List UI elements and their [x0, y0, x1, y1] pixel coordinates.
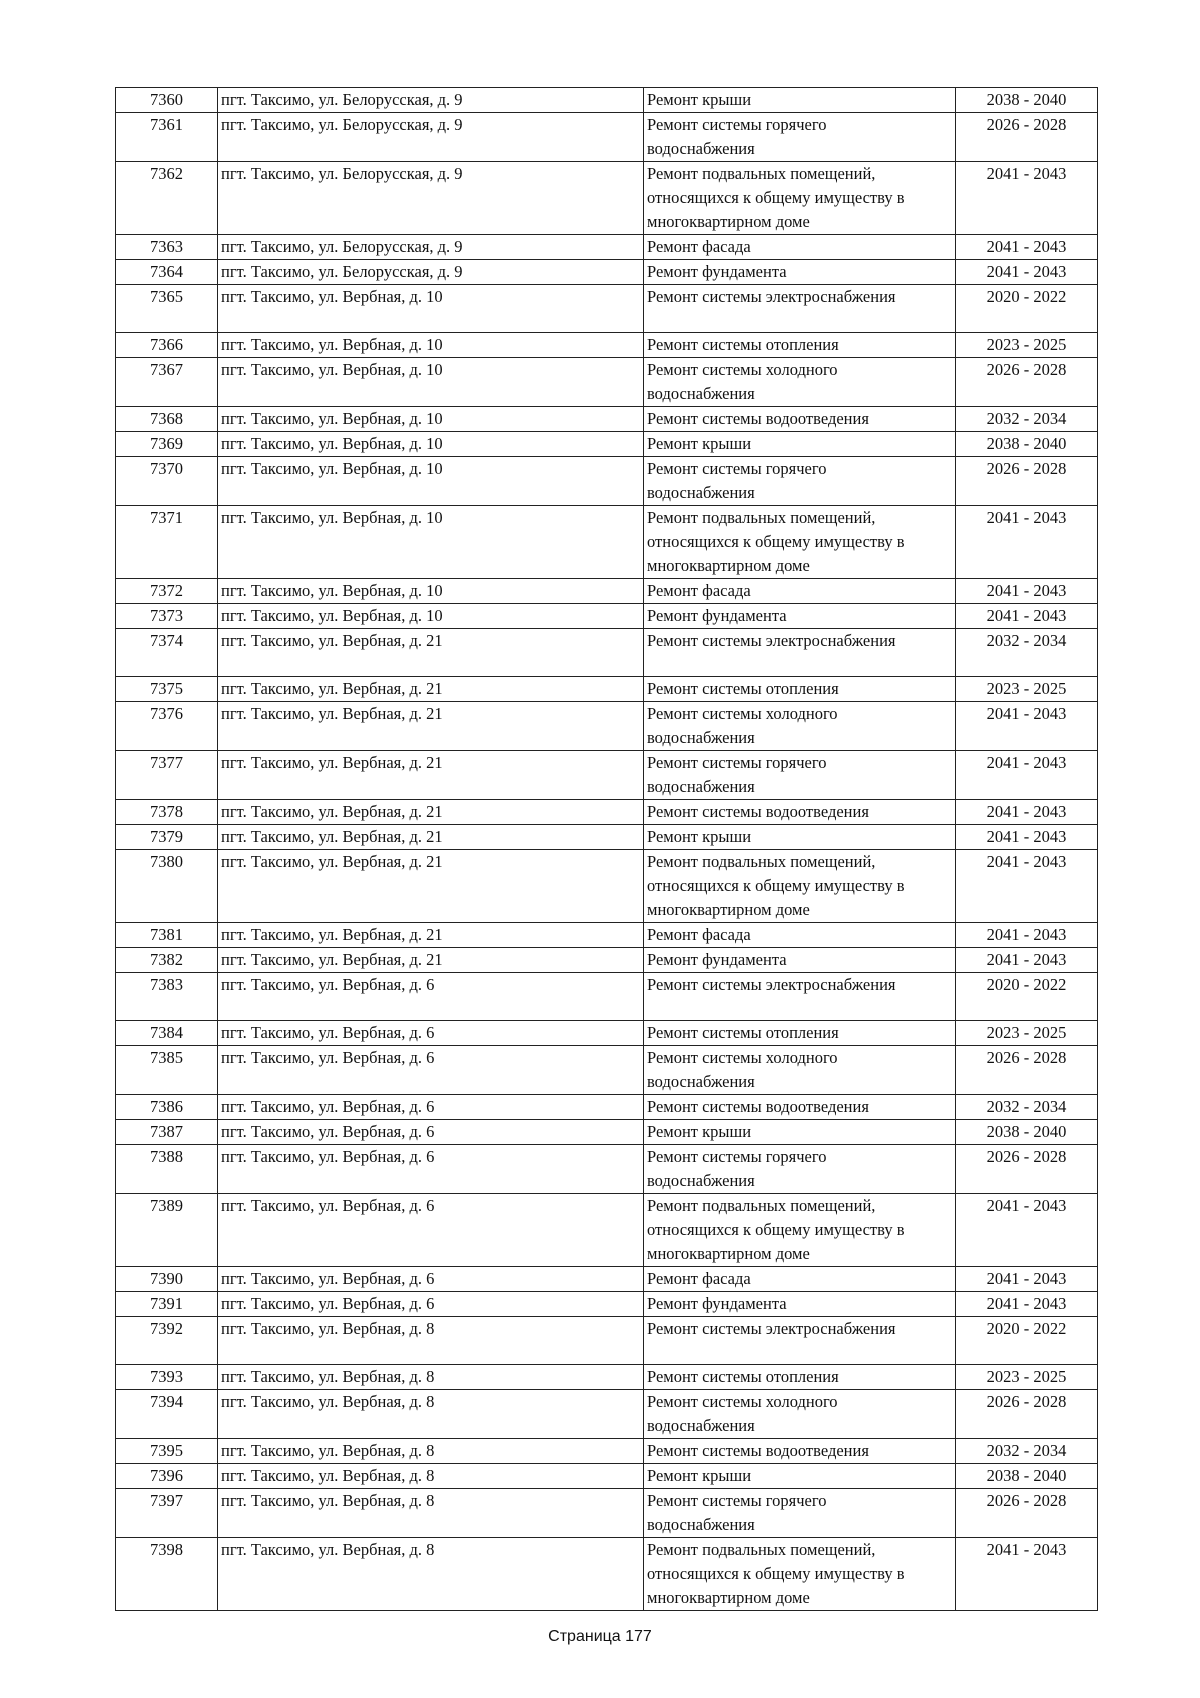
- work-type-cell: [644, 800, 956, 825]
- period-cell: 2038 - 2040: [956, 432, 1098, 457]
- work-type-cell: [644, 333, 956, 358]
- address-cell: пгт. Таксимо, ул. Вербная, д. 6: [218, 1194, 644, 1267]
- work-type-line: Ремонт системы водоотведения: [647, 1097, 869, 1116]
- work-type-line: Ремонт подвальных помещений,: [647, 852, 876, 871]
- period-cell: 2041 - 2043: [956, 1194, 1098, 1267]
- table-row: [116, 825, 1098, 850]
- work-type-line: Ремонт системы электроснабжения: [647, 287, 896, 306]
- address-cell: пгт. Таксимо, ул. Вербная, д. 21: [218, 948, 644, 973]
- work-type-cell: [644, 825, 956, 850]
- table-row: [116, 162, 1098, 235]
- work-type-line: Ремонт системы горячего: [647, 753, 827, 772]
- row-number: 7381: [116, 923, 218, 948]
- work-type-cell: [644, 113, 956, 162]
- period-cell: 2038 - 2040: [956, 1464, 1098, 1489]
- table-row: [116, 113, 1098, 162]
- row-number: 7387: [116, 1120, 218, 1145]
- work-type-line: многоквартирном доме: [647, 1588, 810, 1607]
- row-number: 7378: [116, 800, 218, 825]
- work-type-cell: [644, 629, 956, 677]
- work-type-line: Ремонт системы водоотведения: [647, 1441, 869, 1460]
- row-number: 7373: [116, 604, 218, 629]
- period-cell: 2041 - 2043: [956, 702, 1098, 751]
- address-cell: пгт. Таксимо, ул. Вербная, д. 6: [218, 1267, 644, 1292]
- table-row: [116, 850, 1098, 923]
- period-cell: 2041 - 2043: [956, 1292, 1098, 1317]
- row-number: 7390: [116, 1267, 218, 1292]
- work-type-cell: [644, 579, 956, 604]
- work-type-line: Ремонт крыши: [647, 434, 752, 453]
- period-cell: 2026 - 2028: [956, 1145, 1098, 1194]
- work-type-line: многоквартирном доме: [647, 900, 810, 919]
- period-cell: 2023 - 2025: [956, 1021, 1098, 1046]
- period-cell: 2032 - 2034: [956, 1439, 1098, 1464]
- table-row: [116, 457, 1098, 506]
- table-row: [116, 1439, 1098, 1464]
- table-row: [116, 260, 1098, 285]
- work-type-cell: [644, 948, 956, 973]
- repair-schedule-table: [115, 87, 1098, 1611]
- table-row: [116, 1145, 1098, 1194]
- address-cell: пгт. Таксимо, ул. Белорусская, д. 9: [218, 235, 644, 260]
- address-cell: пгт. Таксимо, ул. Вербная, д. 8: [218, 1538, 644, 1611]
- address-cell: пгт. Таксимо, ул. Вербная, д. 8: [218, 1464, 644, 1489]
- work-type-line: водоснабжения: [647, 777, 755, 796]
- table-row: [116, 1538, 1098, 1611]
- period-cell: 2041 - 2043: [956, 751, 1098, 800]
- address-cell: пгт. Таксимо, ул. Вербная, д. 10: [218, 604, 644, 629]
- work-type-cell: [644, 1194, 956, 1267]
- work-type-line: Ремонт системы отопления: [647, 335, 839, 354]
- work-type-cell: [644, 1095, 956, 1120]
- table-row: [116, 1095, 1098, 1120]
- period-cell: 2026 - 2028: [956, 358, 1098, 407]
- work-type-line: Ремонт системы отопления: [647, 1367, 839, 1386]
- period-cell: 2026 - 2028: [956, 1046, 1098, 1095]
- work-type-line: Ремонт системы водоотведения: [647, 409, 869, 428]
- row-number: 7397: [116, 1489, 218, 1538]
- work-type-line: Ремонт фундамента: [647, 950, 787, 969]
- address-cell: пгт. Таксимо, ул. Вербная, д. 10: [218, 432, 644, 457]
- work-type-line: Ремонт системы электроснабжения: [647, 1319, 896, 1338]
- table-row: [116, 1317, 1098, 1365]
- row-number: 7363: [116, 235, 218, 260]
- address-cell: пгт. Таксимо, ул. Вербная, д. 6: [218, 973, 644, 1021]
- address-cell: пгт. Таксимо, ул. Вербная, д. 21: [218, 800, 644, 825]
- work-type-line: Ремонт системы горячего: [647, 1491, 827, 1510]
- work-type-line: Ремонт системы горячего: [647, 459, 827, 478]
- period-cell: 2032 - 2034: [956, 629, 1098, 677]
- work-type-line: Ремонт системы электроснабжения: [647, 975, 896, 994]
- work-type-line: Ремонт подвальных помещений,: [647, 508, 876, 527]
- work-type-cell: [644, 1538, 956, 1611]
- row-number: 7370: [116, 457, 218, 506]
- period-cell: 2041 - 2043: [956, 604, 1098, 629]
- row-number: 7362: [116, 162, 218, 235]
- address-cell: пгт. Таксимо, ул. Вербная, д. 6: [218, 1145, 644, 1194]
- work-type-cell: [644, 1021, 956, 1046]
- work-type-line: Ремонт фасада: [647, 1269, 751, 1288]
- table-row: [116, 1365, 1098, 1390]
- row-number: 7395: [116, 1439, 218, 1464]
- address-cell: пгт. Таксимо, ул. Вербная, д. 8: [218, 1365, 644, 1390]
- address-cell: пгт. Таксимо, ул. Белорусская, д. 9: [218, 113, 644, 162]
- table-row: [116, 677, 1098, 702]
- table-row: [116, 1194, 1098, 1267]
- work-type-cell: [644, 1120, 956, 1145]
- work-type-line: относящихся к общему имуществу в: [647, 1220, 905, 1239]
- period-cell: 2023 - 2025: [956, 1365, 1098, 1390]
- work-type-cell: [644, 751, 956, 800]
- table-row: [116, 235, 1098, 260]
- work-type-line: Ремонт крыши: [647, 1466, 752, 1485]
- work-type-cell: [644, 677, 956, 702]
- work-type-line: водоснабжения: [647, 483, 755, 502]
- work-type-line: многоквартирном доме: [647, 212, 810, 231]
- period-cell: 2041 - 2043: [956, 825, 1098, 850]
- address-cell: пгт. Таксимо, ул. Вербная, д. 6: [218, 1046, 644, 1095]
- row-number: 7385: [116, 1046, 218, 1095]
- address-cell: пгт. Таксимо, ул. Вербная, д. 21: [218, 923, 644, 948]
- work-type-line: Ремонт системы электроснабжения: [647, 631, 896, 650]
- row-number: 7391: [116, 1292, 218, 1317]
- period-cell: 2032 - 2034: [956, 407, 1098, 432]
- table-row: [116, 88, 1098, 113]
- table-row: [116, 579, 1098, 604]
- work-type-line: Ремонт фасада: [647, 237, 751, 256]
- row-number: 7398: [116, 1538, 218, 1611]
- address-cell: пгт. Таксимо, ул. Вербная, д. 10: [218, 358, 644, 407]
- address-cell: пгт. Таксимо, ул. Вербная, д. 21: [218, 825, 644, 850]
- work-type-cell: [644, 1317, 956, 1365]
- work-type-line: Ремонт системы холодного: [647, 1048, 838, 1067]
- table-row: [116, 923, 1098, 948]
- table-row: [116, 1489, 1098, 1538]
- page-number: Страница 177: [548, 1628, 652, 1645]
- work-type-line: Ремонт системы горячего: [647, 1147, 827, 1166]
- period-cell: 2023 - 2025: [956, 333, 1098, 358]
- table-row: [116, 629, 1098, 677]
- row-number: 7367: [116, 358, 218, 407]
- work-type-line: Ремонт системы отопления: [647, 1023, 839, 1042]
- work-type-cell: [644, 358, 956, 407]
- work-type-line: Ремонт подвальных помещений,: [647, 164, 876, 183]
- address-cell: пгт. Таксимо, ул. Вербная, д. 8: [218, 1317, 644, 1365]
- row-number: 7368: [116, 407, 218, 432]
- row-number: 7394: [116, 1390, 218, 1439]
- work-type-cell: [644, 1390, 956, 1439]
- address-cell: пгт. Таксимо, ул. Вербная, д. 21: [218, 677, 644, 702]
- work-type-line: Ремонт фундамента: [647, 606, 787, 625]
- address-cell: пгт. Таксимо, ул. Белорусская, д. 9: [218, 88, 644, 113]
- row-number: 7372: [116, 579, 218, 604]
- work-type-cell: [644, 1439, 956, 1464]
- work-type-line: Ремонт фасада: [647, 581, 751, 600]
- row-number: 7382: [116, 948, 218, 973]
- work-type-line: Ремонт крыши: [647, 90, 752, 109]
- work-type-line: Ремонт системы горячего: [647, 115, 827, 134]
- row-number: 7379: [116, 825, 218, 850]
- work-type-cell: [644, 1365, 956, 1390]
- work-type-line: водоснабжения: [647, 1416, 755, 1435]
- period-cell: 2041 - 2043: [956, 1538, 1098, 1611]
- address-cell: пгт. Таксимо, ул. Вербная, д. 21: [218, 850, 644, 923]
- period-cell: 2026 - 2028: [956, 1390, 1098, 1439]
- work-type-line: относящихся к общему имуществу в: [647, 1564, 905, 1583]
- row-number: 7377: [116, 751, 218, 800]
- period-cell: 2020 - 2022: [956, 973, 1098, 1021]
- address-cell: пгт. Таксимо, ул. Вербная, д. 6: [218, 1095, 644, 1120]
- work-type-line: Ремонт подвальных помещений,: [647, 1540, 876, 1559]
- address-cell: пгт. Таксимо, ул. Вербная, д. 10: [218, 285, 644, 333]
- address-cell: пгт. Таксимо, ул. Вербная, д. 8: [218, 1390, 644, 1439]
- address-cell: пгт. Таксимо, ул. Вербная, д. 10: [218, 407, 644, 432]
- table-row: [116, 1292, 1098, 1317]
- work-type-cell: [644, 1489, 956, 1538]
- table-row: [116, 1390, 1098, 1439]
- row-number: 7393: [116, 1365, 218, 1390]
- row-number: 7365: [116, 285, 218, 333]
- work-type-cell: [644, 162, 956, 235]
- table-row: [116, 358, 1098, 407]
- period-cell: 2026 - 2028: [956, 457, 1098, 506]
- period-cell: 2020 - 2022: [956, 1317, 1098, 1365]
- work-type-line: водоснабжения: [647, 384, 755, 403]
- work-type-cell: [644, 235, 956, 260]
- period-cell: 2032 - 2034: [956, 1095, 1098, 1120]
- period-cell: 2023 - 2025: [956, 677, 1098, 702]
- period-cell: 2041 - 2043: [956, 1267, 1098, 1292]
- period-cell: 2041 - 2043: [956, 579, 1098, 604]
- table-row: [116, 333, 1098, 358]
- table-row: [116, 800, 1098, 825]
- address-cell: пгт. Таксимо, ул. Вербная, д. 21: [218, 629, 644, 677]
- work-type-line: относящихся к общему имуществу в: [647, 532, 905, 551]
- table-body: [116, 88, 1098, 1611]
- period-cell: 2041 - 2043: [956, 235, 1098, 260]
- address-cell: пгт. Таксимо, ул. Вербная, д. 8: [218, 1489, 644, 1538]
- work-type-line: водоснабжения: [647, 728, 755, 747]
- address-cell: пгт. Таксимо, ул. Вербная, д. 6: [218, 1120, 644, 1145]
- row-number: 7396: [116, 1464, 218, 1489]
- work-type-line: относящихся к общему имуществу в: [647, 876, 905, 895]
- work-type-line: Ремонт фундамента: [647, 262, 787, 281]
- work-type-line: многоквартирном доме: [647, 556, 810, 575]
- period-cell: 2041 - 2043: [956, 506, 1098, 579]
- work-type-cell: [644, 1145, 956, 1194]
- work-type-cell: [644, 1046, 956, 1095]
- work-type-cell: [644, 1267, 956, 1292]
- work-type-cell: [644, 1464, 956, 1489]
- work-type-line: Ремонт системы холодного: [647, 704, 838, 723]
- work-type-cell: [644, 506, 956, 579]
- work-type-cell: [644, 88, 956, 113]
- row-number: 7374: [116, 629, 218, 677]
- work-type-cell: [644, 702, 956, 751]
- row-number: 7386: [116, 1095, 218, 1120]
- period-cell: 2041 - 2043: [956, 923, 1098, 948]
- work-type-line: Ремонт фасада: [647, 925, 751, 944]
- table-row: [116, 407, 1098, 432]
- table-row: [116, 1046, 1098, 1095]
- work-type-line: Ремонт системы холодного: [647, 360, 838, 379]
- address-cell: пгт. Таксимо, ул. Вербная, д. 6: [218, 1292, 644, 1317]
- period-cell: 2026 - 2028: [956, 1489, 1098, 1538]
- work-type-cell: [644, 457, 956, 506]
- work-type-line: водоснабжения: [647, 139, 755, 158]
- address-cell: пгт. Таксимо, ул. Белорусская, д. 9: [218, 260, 644, 285]
- table-row: [116, 1120, 1098, 1145]
- work-type-cell: [644, 604, 956, 629]
- period-cell: 2026 - 2028: [956, 113, 1098, 162]
- work-type-line: водоснабжения: [647, 1515, 755, 1534]
- work-type-cell: [644, 260, 956, 285]
- address-cell: пгт. Таксимо, ул. Вербная, д. 8: [218, 1439, 644, 1464]
- period-cell: 2041 - 2043: [956, 162, 1098, 235]
- row-number: 7366: [116, 333, 218, 358]
- work-type-cell: [644, 973, 956, 1021]
- work-type-cell: [644, 407, 956, 432]
- table-row: [116, 702, 1098, 751]
- work-type-line: водоснабжения: [647, 1072, 755, 1091]
- table-row: [116, 604, 1098, 629]
- table-row: [116, 506, 1098, 579]
- address-cell: пгт. Таксимо, ул. Вербная, д. 10: [218, 333, 644, 358]
- table-row: [116, 1464, 1098, 1489]
- work-type-line: водоснабжения: [647, 1171, 755, 1190]
- work-type-cell: [644, 923, 956, 948]
- work-type-cell: [644, 850, 956, 923]
- period-cell: 2041 - 2043: [956, 260, 1098, 285]
- period-cell: 2038 - 2040: [956, 88, 1098, 113]
- row-number: 7388: [116, 1145, 218, 1194]
- table-row: [116, 1021, 1098, 1046]
- work-type-cell: [644, 285, 956, 333]
- work-type-line: Ремонт крыши: [647, 827, 752, 846]
- address-cell: пгт. Таксимо, ул. Белорусская, д. 9: [218, 162, 644, 235]
- address-cell: пгт. Таксимо, ул. Вербная, д. 6: [218, 1021, 644, 1046]
- work-type-cell: [644, 1292, 956, 1317]
- address-cell: пгт. Таксимо, ул. Вербная, д. 21: [218, 751, 644, 800]
- table-row: [116, 751, 1098, 800]
- address-cell: пгт. Таксимо, ул. Вербная, д. 21: [218, 702, 644, 751]
- table-row: [116, 1267, 1098, 1292]
- work-type-line: Ремонт крыши: [647, 1122, 752, 1141]
- work-type-line: Ремонт системы отопления: [647, 679, 839, 698]
- address-cell: пгт. Таксимо, ул. Вербная, д. 10: [218, 579, 644, 604]
- row-number: 7361: [116, 113, 218, 162]
- work-type-line: относящихся к общему имуществу в: [647, 188, 905, 207]
- row-number: 7392: [116, 1317, 218, 1365]
- period-cell: 2041 - 2043: [956, 800, 1098, 825]
- period-cell: 2041 - 2043: [956, 850, 1098, 923]
- work-type-line: многоквартирном доме: [647, 1244, 810, 1263]
- work-type-line: Ремонт фундамента: [647, 1294, 787, 1313]
- work-type-line: Ремонт подвальных помещений,: [647, 1196, 876, 1215]
- table-row: [116, 973, 1098, 1021]
- work-type-cell: [644, 432, 956, 457]
- table-row: [116, 432, 1098, 457]
- table-row: [116, 285, 1098, 333]
- table-row: [116, 948, 1098, 973]
- row-number: 7389: [116, 1194, 218, 1267]
- work-type-line: Ремонт системы холодного: [647, 1392, 838, 1411]
- row-number: 7369: [116, 432, 218, 457]
- work-type-line: Ремонт системы водоотведения: [647, 802, 869, 821]
- address-cell: пгт. Таксимо, ул. Вербная, д. 10: [218, 457, 644, 506]
- address-cell: пгт. Таксимо, ул. Вербная, д. 10: [218, 506, 644, 579]
- row-number: 7380: [116, 850, 218, 923]
- row-number: 7384: [116, 1021, 218, 1046]
- period-cell: 2041 - 2043: [956, 948, 1098, 973]
- row-number: 7364: [116, 260, 218, 285]
- row-number: 7376: [116, 702, 218, 751]
- period-cell: 2020 - 2022: [956, 285, 1098, 333]
- row-number: 7383: [116, 973, 218, 1021]
- row-number: 7360: [116, 88, 218, 113]
- row-number: 7375: [116, 677, 218, 702]
- row-number: 7371: [116, 506, 218, 579]
- period-cell: 2038 - 2040: [956, 1120, 1098, 1145]
